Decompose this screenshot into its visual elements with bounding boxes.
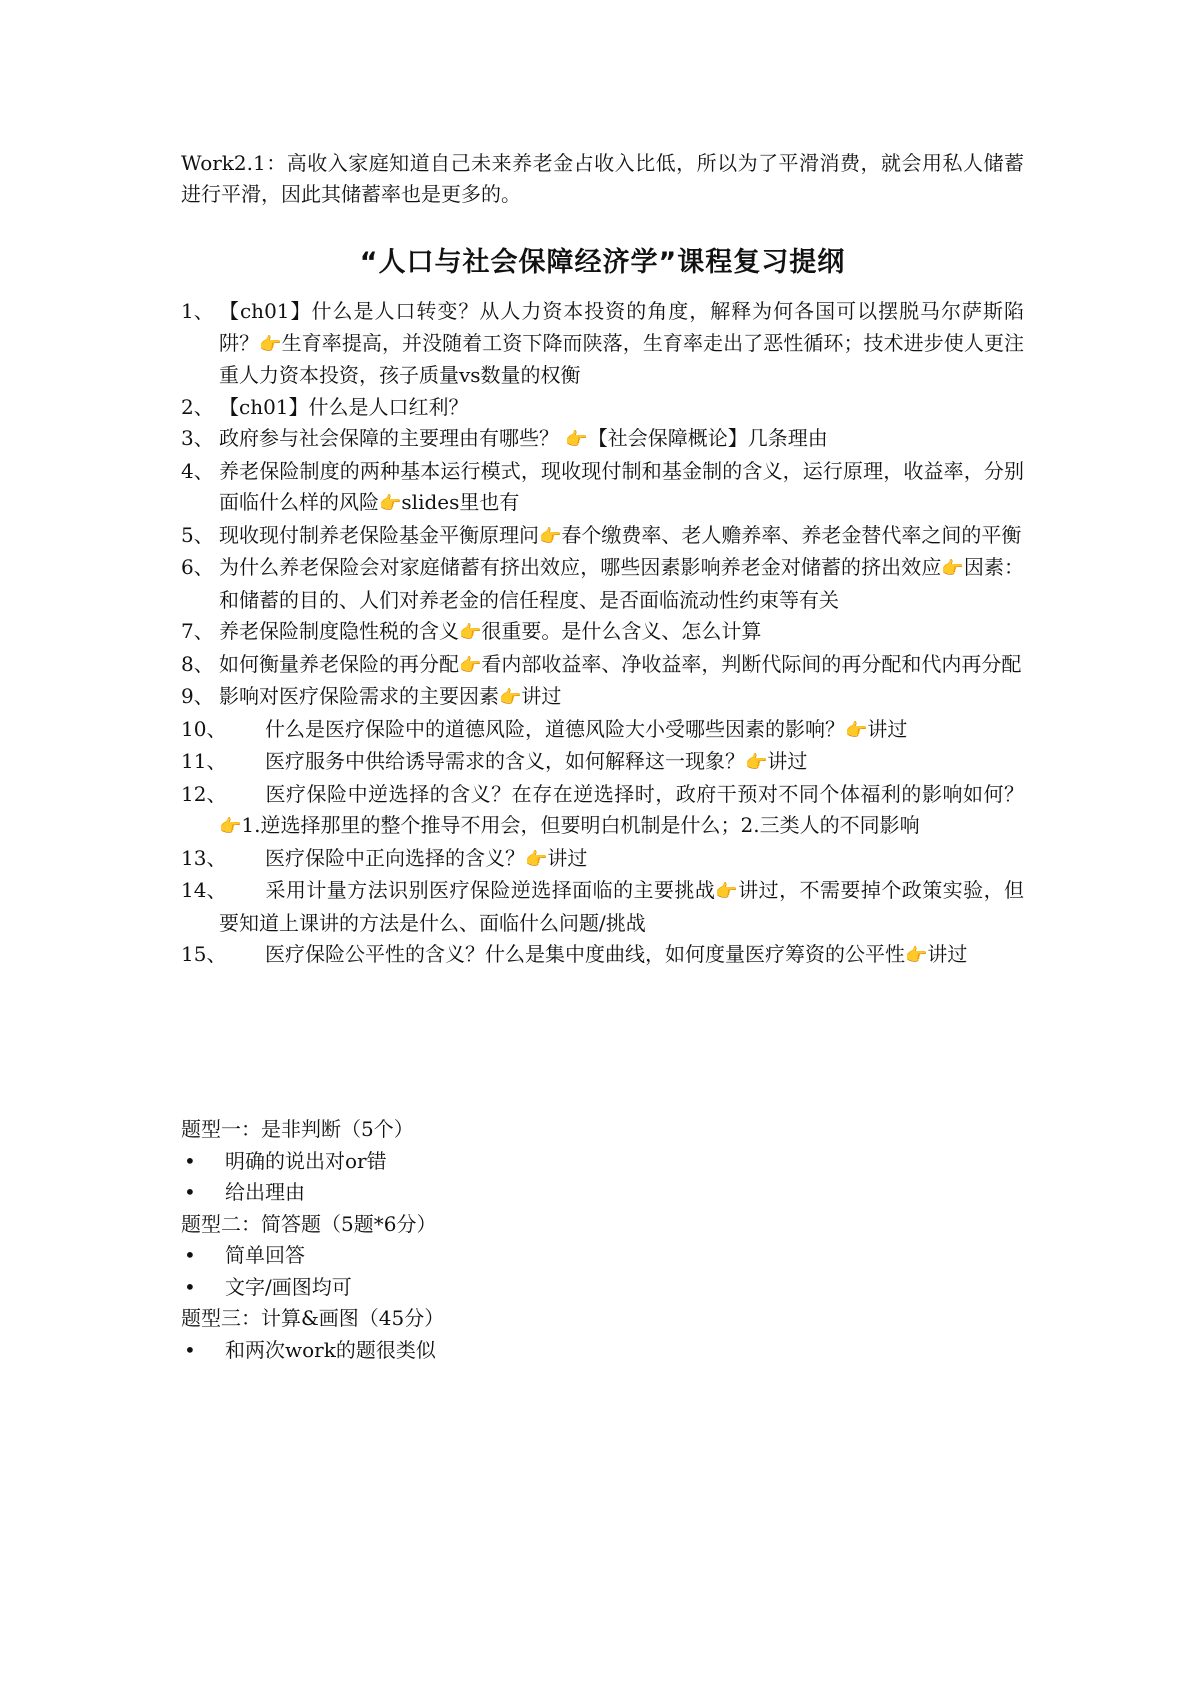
outline-item-text: 医疗保险中正向选择的含义？👉讲过	[265, 845, 588, 870]
bullet-icon: •	[184, 1243, 196, 1267]
pointing-hand-icon: 👉	[459, 654, 482, 676]
outline-item	[181, 392, 1024, 424]
outline-item-number: 3、	[181, 426, 214, 450]
pointing-hand-icon: 👉	[259, 333, 282, 355]
outline-item	[181, 616, 1024, 649]
question-type-bullet	[181, 1146, 1024, 1178]
intro-paragraph: Work2.1：高收入家庭知道自己未来养老金占收入比低，所以为了平滑消费，就会用私人储蓄进行平滑，因此其储蓄率也是更多的。	[181, 151, 1024, 206]
pointing-hand-icon: 👉	[219, 816, 242, 837]
outline-item	[181, 681, 1024, 714]
question-type-bullet-text: 简单回答	[225, 1243, 305, 1267]
review-outline-list	[181, 296, 1024, 972]
outline-item-number: 15、	[181, 942, 227, 966]
outline-item-text: 医疗保险公平性的含义？什么是集中度曲线，如何度量医疗筹资的公平性👉讲过	[265, 942, 968, 966]
outline-item	[181, 552, 1024, 616]
pointing-hand-icon: 👉	[715, 881, 739, 902]
pointing-hand-icon: 👉	[459, 622, 482, 643]
question-type-block	[181, 1303, 1024, 1366]
outline-item-number: 8、	[181, 651, 214, 676]
question-type-block	[181, 1209, 1024, 1304]
outline-item-text: 【ch01】什么是人口转变？从人力资本投资的角度，解释为何各国可以摆脱马尔萨斯陷阱？👉生育率提高，并没随着工资下降而陕落，生育率走出了恶性循环；技术进步使人更注重人力资本投资，孩子质量vs数量的权衡	[219, 299, 1025, 387]
pointing-hand-icon: 👉	[525, 848, 548, 870]
question-type-heading: 题型一：是非判断（5个）	[181, 1117, 414, 1141]
outline-item	[181, 456, 1024, 520]
outline-item	[181, 296, 1024, 392]
bullet-icon: •	[184, 1274, 196, 1299]
question-type-bullet-text: 和两次work的题很类似	[225, 1337, 436, 1362]
outline-item	[181, 875, 1024, 939]
pointing-hand-icon: 👉	[565, 429, 588, 450]
pointing-hand-icon: 👉	[845, 719, 868, 741]
question-type-heading: 题型三：计算&画图（45分）	[181, 1306, 445, 1330]
outline-item-number: 14、	[181, 878, 227, 902]
outline-item-number: 12、	[181, 781, 227, 806]
outline-item-text: 养老保险制度隐性税的含义👉很重要。是什么含义、怎么计算	[219, 619, 762, 643]
outline-item-number: 2、	[181, 394, 214, 419]
outline-item-number: 4、	[181, 458, 214, 483]
outline-item-text: 为什么养老保险会对家庭储蓄有挤出效应，哪些因素影响养老金对储蓄的挤出效应👉因素：和储蓄的目的、人们对养老金的信任程度、是否面临流动性约束等有关	[219, 555, 1025, 612]
outline-item-text: 养老保险制度的两种基本运行模式，现收现付制和基金制的含义，运行原理，收益率，分别面临什么样的风险👉slides里也有	[219, 458, 1024, 514]
pointing-hand-icon: 👉	[905, 945, 928, 966]
outline-item-number: 5、	[181, 522, 214, 547]
pointing-hand-icon: 👉	[745, 752, 768, 773]
outline-item	[181, 843, 1024, 876]
outline-item	[181, 779, 1024, 843]
bullet-icon: •	[184, 1180, 196, 1204]
outline-item-number: 9、	[181, 684, 214, 708]
outline-item	[181, 649, 1024, 682]
outline-item	[181, 520, 1024, 553]
outline-item-number: 13、	[181, 845, 227, 870]
outline-item-text: 医疗保险中逆选择的含义？在存在逆选择时，政府干预对不同个体福利的影响如何？👉1.逆选择那里的整个推导不用会，但要明白机制是什么；2.三类人的不同影响	[219, 781, 1024, 837]
question-type-bullet	[181, 1177, 1024, 1209]
outline-item-text: 【ch01】什么是人口红利？	[219, 394, 469, 419]
outline-item-number: 11、	[181, 749, 227, 773]
bullet-icon: •	[184, 1337, 196, 1362]
outline-item-text: 如何衡量养老保险的再分配👉看内部收益率、净收益率，判断代际间的再分配和代内再分配	[219, 651, 1022, 676]
outline-item	[181, 746, 1024, 779]
outline-item-number: 6、	[181, 555, 214, 579]
outline-item-text: 影响对医疗保险需求的主要因素👉讲过	[219, 684, 562, 708]
question-type-heading: 题型二：简答题（5题*6分）	[181, 1211, 437, 1236]
outline-item-text: 政府参与社会保障的主要理由有哪些？ 👉【社会保障概论】几条理由	[219, 426, 828, 450]
question-type-bullet	[181, 1240, 1024, 1272]
question-types-section	[181, 1114, 1024, 1366]
question-type-bullet	[181, 1272, 1024, 1304]
outline-item-text: 采用计量方法识别医疗保险逆选择面临的主要挑战👉讲过，不需要掉个政策实验，但要知道上课讲的方法是什么、面临什么问题/挑战	[219, 878, 1025, 935]
question-type-bullet-text: 明确的说出对or错	[225, 1148, 387, 1173]
pointing-hand-icon: 👉	[539, 525, 562, 547]
pointing-hand-icon: 👉	[379, 493, 402, 514]
outline-item-number: 7、	[181, 619, 214, 643]
pointing-hand-icon: 👉	[499, 687, 522, 708]
page-title: “人口与社会保障经济学”课程复习提纲	[359, 247, 846, 278]
outline-item	[181, 423, 1024, 456]
bullet-icon: •	[184, 1148, 196, 1173]
outline-item-text: 什么是医疗保险中的道德风险，道德风险大小受哪些因素的影响？👉讲过	[265, 716, 908, 741]
outline-item-text: 现收现付制养老保险基金平衡原理问👉春个缴费率、老人赡养率、养老金替代率之间的平衡	[219, 522, 1022, 547]
outline-item-number: 1、	[181, 299, 214, 323]
outline-item-text: 医疗服务中供给诱导需求的含义，如何解释这一现象？👉讲过	[265, 749, 808, 773]
pointing-hand-icon: 👉	[941, 558, 964, 579]
question-type-bullet	[181, 1335, 1024, 1367]
question-type-bullet-text: 文字/画图均可	[225, 1274, 352, 1299]
outline-item-number: 10、	[181, 716, 227, 741]
outline-item	[181, 939, 1024, 972]
question-type-bullet-text: 给出理由	[225, 1180, 305, 1204]
question-type-block	[181, 1114, 1024, 1209]
outline-item	[181, 714, 1024, 747]
